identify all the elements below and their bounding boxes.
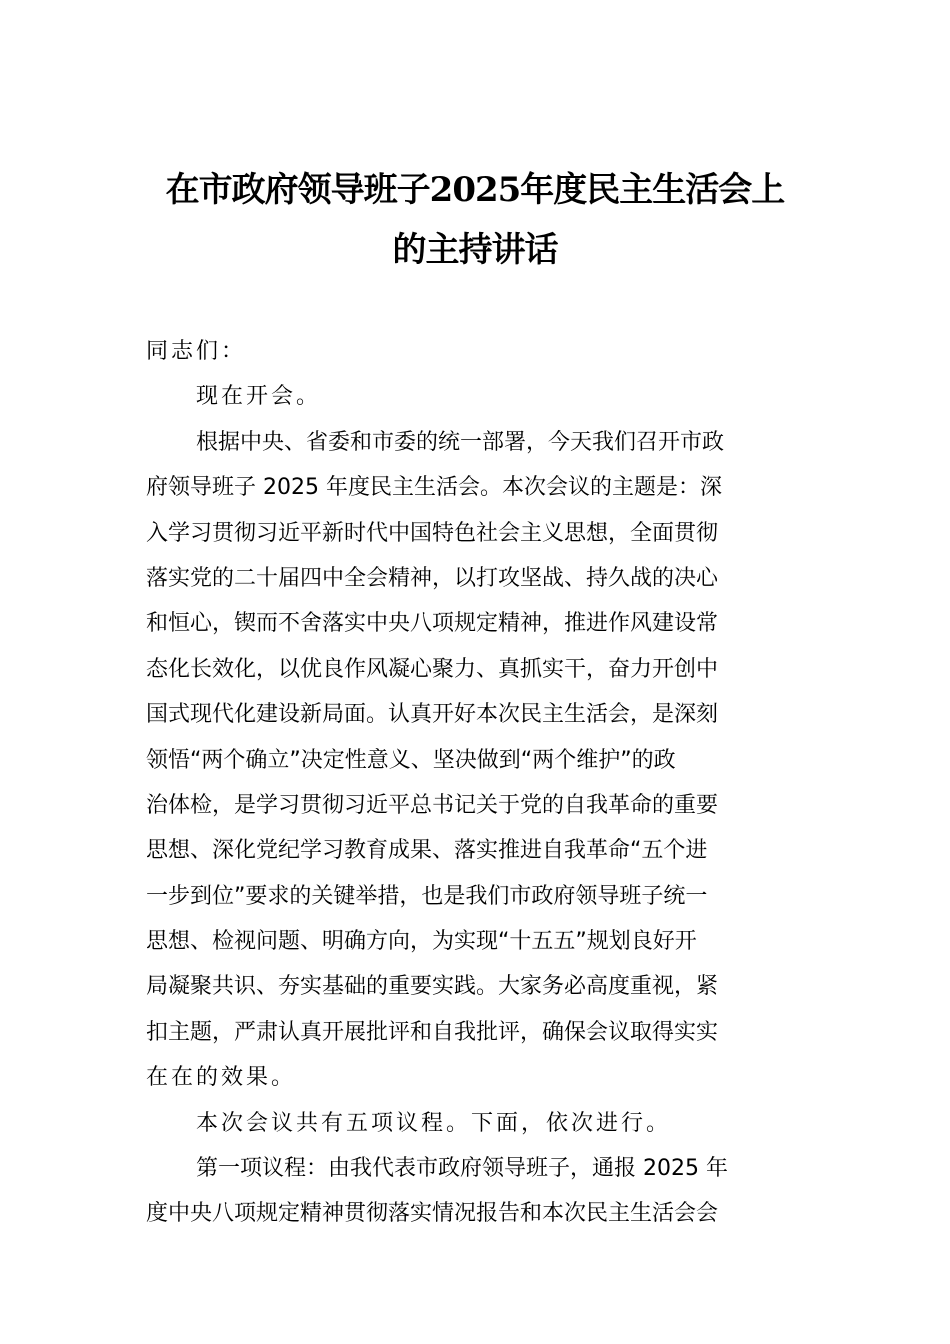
body-line: 落实党的二十届四中全会精神，以打攻坚战、持久战的决心 (146, 565, 719, 591)
body-line: 本次会议共有五项议程。下面，依次进行。 (196, 1110, 672, 1136)
body-line: 扣主题，严肃认真开展批评和自我批评，确保会议取得实实 (146, 1019, 719, 1045)
body-line: 和恒心，锲而不舍落实中央八项规定精神，推进作风建设常 (146, 611, 719, 637)
body-line: 府领导班子 2025 年度民主生活会。本次会议的主题是：深 (146, 475, 722, 501)
body-line: 思想、检视问题、明确方向，为实现“十五五”规划良好开 (146, 929, 697, 955)
document-title (140, 160, 810, 280)
body-line: 在在的效果。 (146, 1065, 297, 1091)
body-line: 入学习贯彻习近平新时代中国特色社会主义思想，全面贯彻 (146, 520, 719, 546)
body-line: 治体检，是学习贯彻习近平总书记关于党的自我革命的重要 (146, 792, 719, 818)
body-line: 国式现代化建设新局面。认真开好本次民主生活会，是深刻 (146, 702, 719, 728)
body-line: 度中央八项规定精神贯彻落实情况报告和本次民主生活会会 (146, 1201, 719, 1227)
body-line: 第一项议程：由我代表市政府领导班子，通报 2025 年 (196, 1156, 728, 1182)
body-line: 一步到位”要求的关键举措，也是我们市政府领导班子统一 (146, 883, 708, 909)
salutation: 同志们： (146, 339, 247, 364)
body-line: 局凝聚共识、夯实基础的重要实践。大家务必高度重视，紧 (146, 974, 719, 1000)
document-body (146, 329, 808, 1237)
body-lines (146, 374, 808, 1236)
body-line: 领悟“两个确立”决定性意义、坚决做到“两个维护”的政 (146, 747, 676, 773)
title-line-2: 的主持讲话 (392, 230, 558, 270)
body-line: 思想、深化党纪学习教育成果、落实推进自我革命“五个进 (146, 838, 708, 864)
body-line: 根据中央、省委和市委的统一部署，今天我们召开市政 (196, 429, 725, 455)
title-line-1: 在市政府领导班子2025年度民主生活会上 (165, 170, 785, 210)
body-line: 现在开会。 (196, 384, 322, 410)
body-line: 态化长效化，以优良作风凝心聚力、真抓实干，奋力开创中 (146, 656, 719, 682)
